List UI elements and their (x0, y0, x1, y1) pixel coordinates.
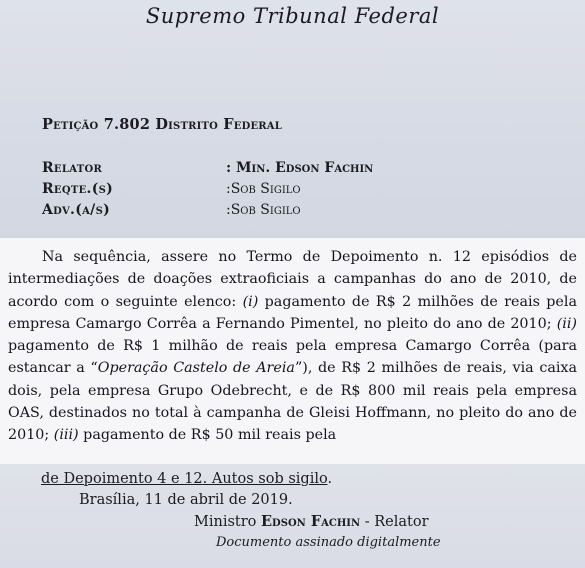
reference-line (41, 471, 332, 487)
text-run: Na sequência, assere no Termo de Depoimento n. 12 episódios de intermediações de doações extraoficiais a campanhas do ano de 2010, de acordo com o seguinte elenco: (8, 249, 577, 310)
petition-title: Petição 7.802 Distrito Federal (42, 116, 282, 133)
document-body-panel (0, 238, 585, 464)
item-marker: (iii) (53, 427, 79, 444)
field-label: Relator (42, 160, 103, 176)
field-value: : Min. Edson Fachin (226, 160, 374, 176)
reference-text: de Depoimento 4 e 12 (41, 471, 203, 487)
operation-name: Operação Castelo de Areia (97, 360, 295, 377)
field-value: :Sob Sigilo (226, 202, 301, 218)
signature-line (194, 513, 429, 530)
reference-end: . (327, 471, 333, 487)
item-marker: (ii) (556, 315, 577, 332)
field-value: :Sob Sigilo (226, 181, 301, 197)
text-run: pagamento de R$ 50 mil reais pela (78, 427, 337, 444)
digital-signature-note: Documento assinado digitalmente (216, 535, 441, 550)
date-line: Brasília, 11 de abril de 2019. (79, 492, 293, 508)
field-label: Reqte.(s) (42, 181, 114, 197)
field-label: Adv.(a/s) (42, 202, 111, 218)
field-requerente (42, 181, 562, 201)
field-relator (42, 160, 562, 180)
text-run: pagamento de R$ 1 milhão de reais pela empresa Camargo Corrêa (para estancar a “ (8, 338, 577, 377)
signature-prefix: Ministro (194, 514, 261, 530)
reference-tail: . Autos sob sigilo (202, 471, 328, 487)
signature-name: Edson Fachin (261, 513, 361, 530)
text-run: ”), de R$ 2 milhões de reais, via caixa dois, pela empresa Grupo Odebrecht, e de R$ 800 mil reais pela empresa OAS, destinados no total à campanha de Gleisi Hoffmann, no pleito do ano de 2010; (8, 360, 578, 444)
signature-suffix: - Relator (360, 514, 429, 530)
field-advogado (42, 202, 562, 222)
item-marker: (i) (242, 293, 259, 310)
body-paragraph (8, 246, 577, 447)
document-footer-panel (0, 464, 585, 568)
text-run: pagamento de R$ 2 milhões de reais pela empresa Camargo Corrêa a Fernando Pimentel, no pleito do ano de 2010; (8, 293, 577, 332)
court-title: Supremo Tribunal Federal (145, 4, 440, 28)
document-header-panel (0, 0, 585, 238)
